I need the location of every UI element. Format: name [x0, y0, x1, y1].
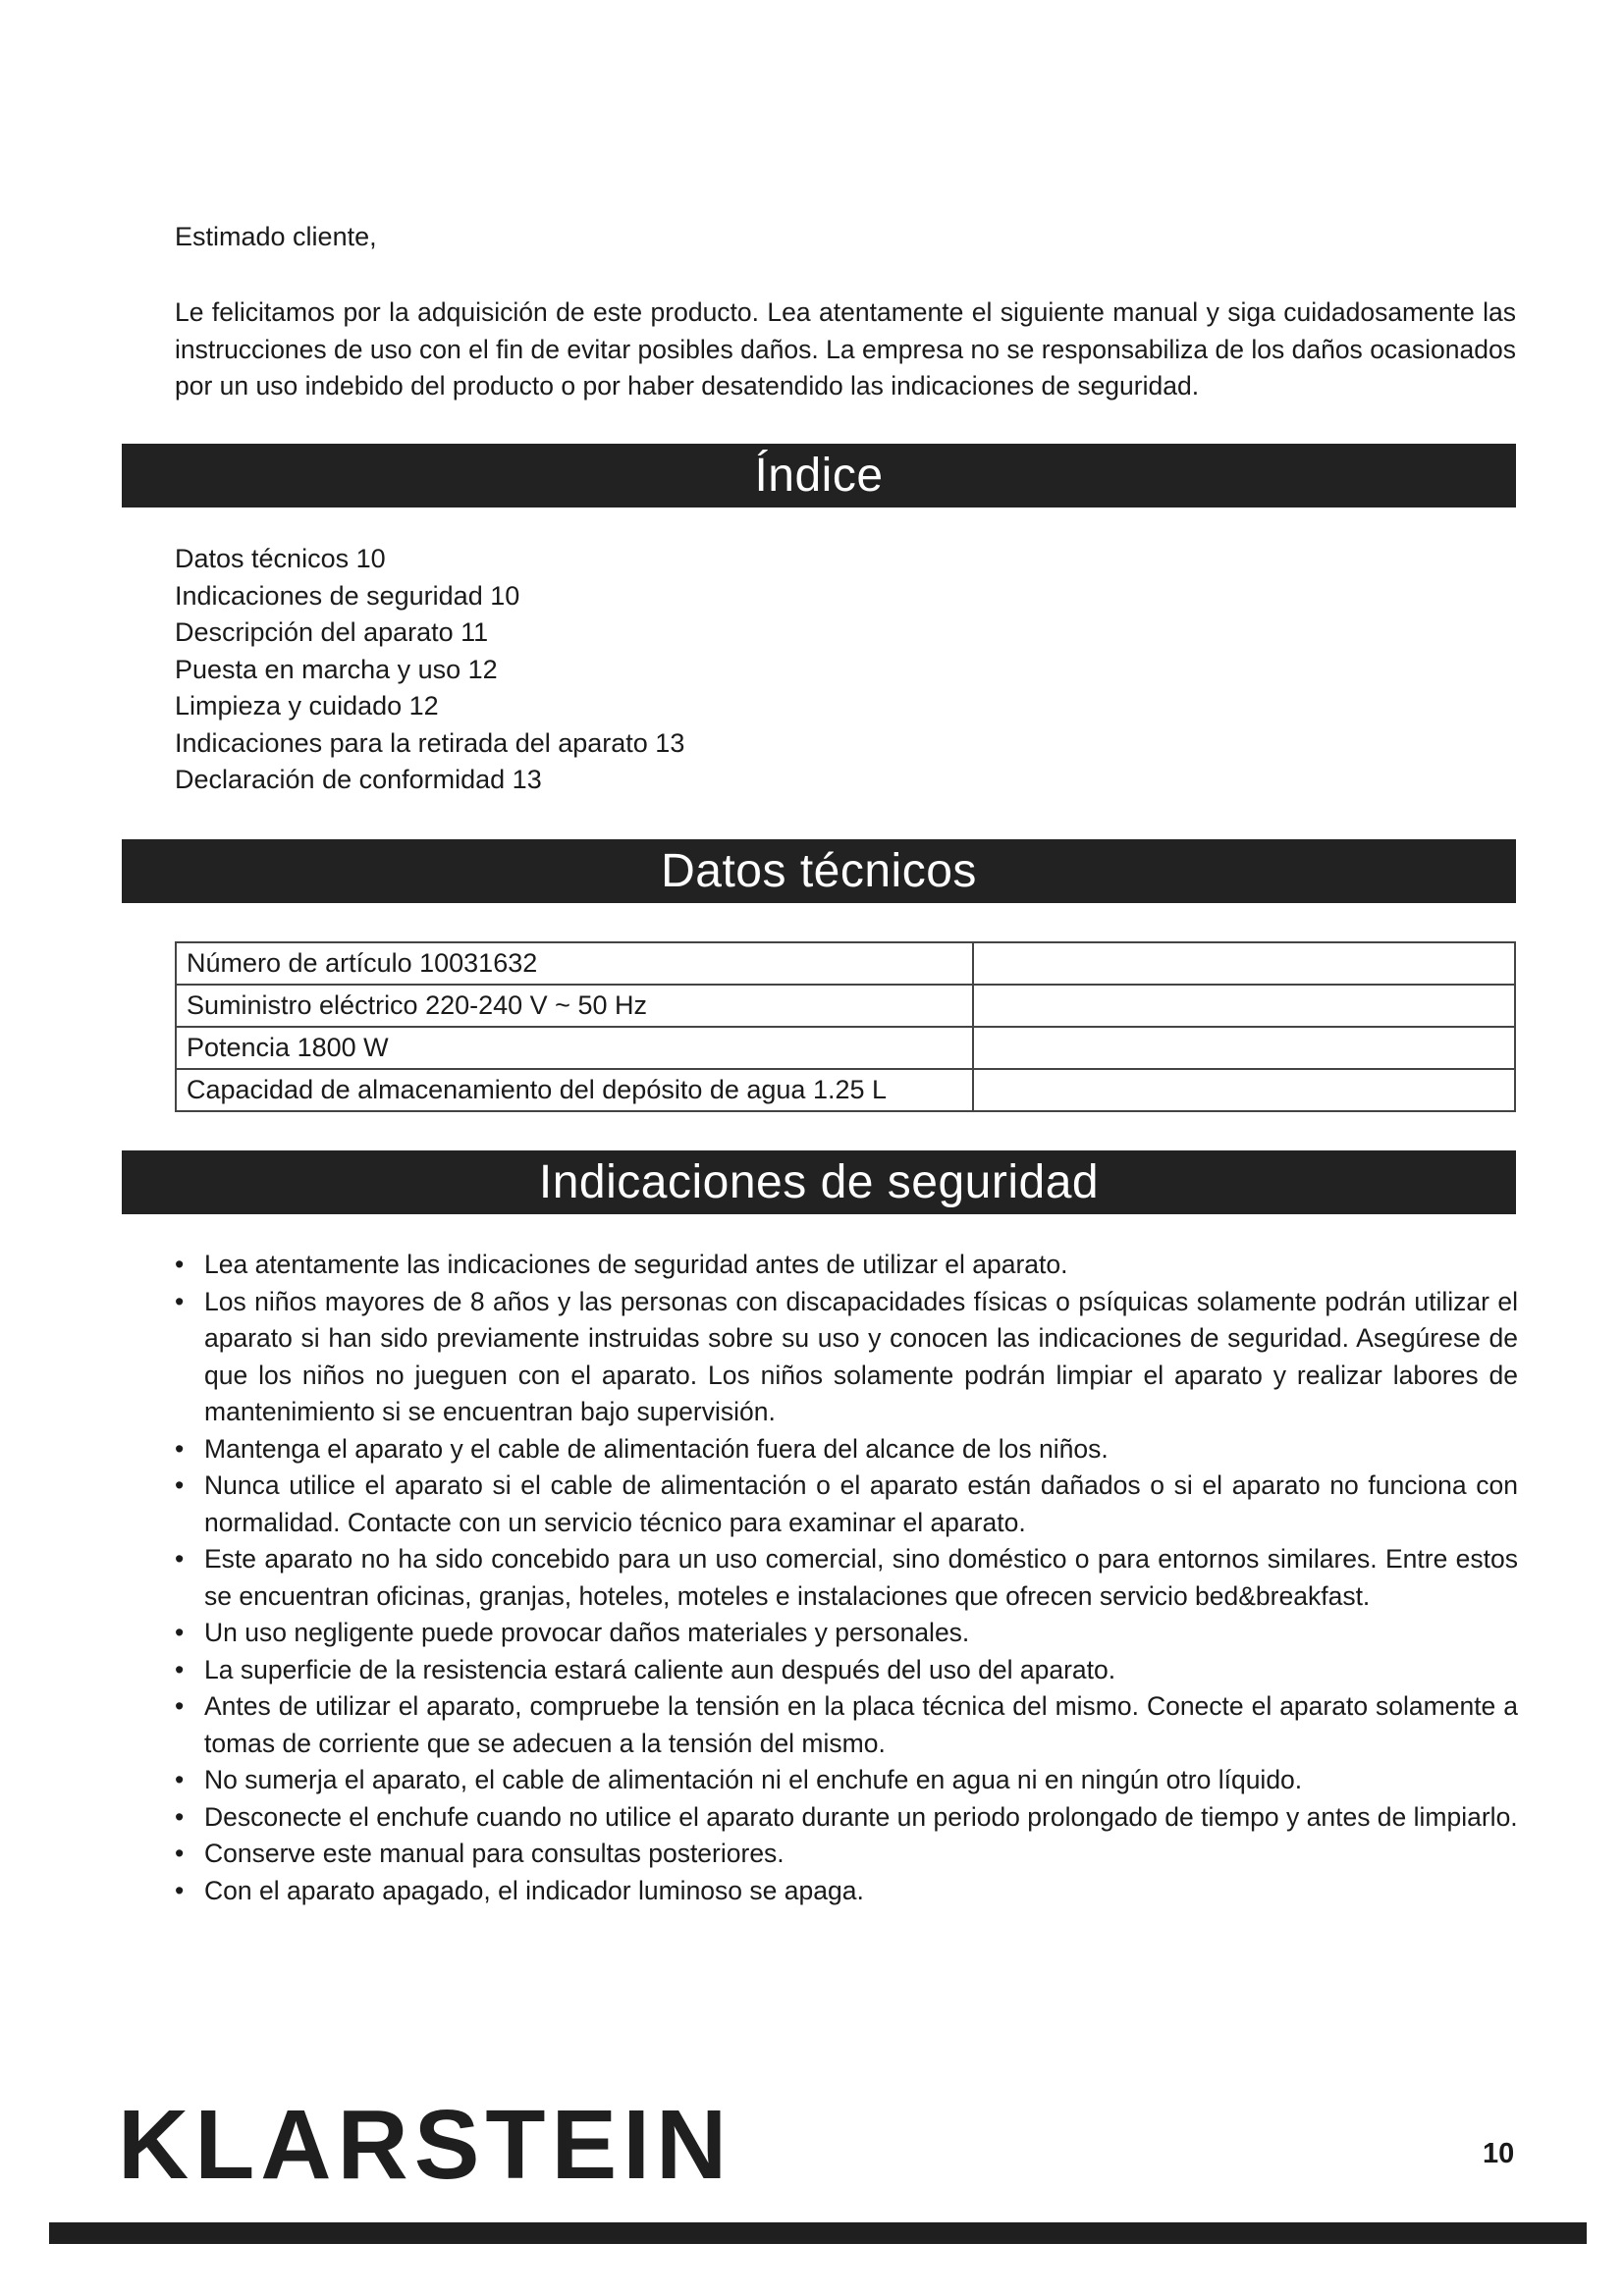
- list-item: • Los niños mayores de 8 años y las personas con discapacidades físicas o psíquicas solamente podrán utilizar el aparato si han sido previamente instruidas sobre su uso y conocen las indicaciones de seguridad. Asegúrese de que los niños no jueguen con el aparato. Los niños solamente podrán limpiar el aparato y realizar labores de mantenimiento si se encuentran bajo supervisión.: [175, 1284, 1518, 1431]
- table-row: [176, 985, 1515, 1027]
- spec-empty-cell: [973, 985, 1515, 1027]
- bullet-icon: •: [175, 1765, 185, 1794]
- list-item: • Conserve este manual para consultas posteriores.: [175, 1836, 1518, 1873]
- bullet-icon: •: [175, 1618, 185, 1647]
- section-header-seguridad: [122, 1150, 1516, 1214]
- toc-item: Descripción del aparato 11: [175, 617, 489, 647]
- bullet-icon: •: [175, 1433, 185, 1464]
- bullet-icon: •: [175, 1839, 185, 1868]
- table-row: [176, 942, 1515, 985]
- spec-cell: Capacidad de almacenamiento del depósito de agua 1.25 L: [176, 1069, 973, 1111]
- list-item: • Desconecte el enchufe cuando no utilice el aparato durante un periodo prolongado de tiempo y antes de limpiarlo.: [175, 1799, 1518, 1837]
- toc-item: Indicaciones para la retirada del aparato 13: [175, 727, 685, 758]
- bullet-icon: •: [175, 1470, 185, 1500]
- section-header-indice: [122, 444, 1516, 507]
- spec-empty-cell: [973, 942, 1515, 985]
- brand-logo: KLARSTEIN: [118, 2090, 733, 2200]
- list-item: • No sumerja el aparato, el cable de alimentación ni el enchufe en agua ni en ningún otro líquido.: [175, 1762, 1518, 1799]
- list-item: • Nunca utilice el aparato si el cable de alimentación o el aparato están dañados o si el aparato no funciona con normalidad. Contacte con un servicio técnico para examinar el aparato.: [175, 1468, 1518, 1541]
- spec-cell: Suministro eléctrico 220-240 V ~ 50 Hz: [176, 985, 973, 1027]
- intro-paragraph: Le felicitamos por la adquisición de este producto. Lea atentamente el siguiente manual y siga cuidadosamente las instrucciones de uso con el fin de evitar posibles daños. La empresa no se responsabiliza de los daños ocasionados por un uso indebido del producto o por haber desatendido las indicaciones de seguridad.: [175, 297, 1516, 400]
- bullet-icon: •: [175, 1286, 185, 1316]
- spec-empty-cell: [973, 1069, 1515, 1111]
- toc-item: Declaración de conformidad 13: [175, 765, 542, 794]
- toc-item: Indicaciones de seguridad 10: [175, 580, 520, 611]
- safety-list: [175, 1247, 1518, 1909]
- footer-bar: [49, 2222, 1587, 2244]
- page-number: 10: [1483, 2138, 1515, 2169]
- section-header-datos: [122, 839, 1516, 903]
- table-row: [176, 1069, 1515, 1111]
- list-item: • Mantenga el aparato y el cable de alimentación fuera del alcance de los niños.: [175, 1431, 1518, 1468]
- bullet-icon: •: [175, 1654, 185, 1684]
- list-item: • Este aparato no ha sido concebido para un uso comercial, sino doméstico o para entornos similares. Entre estos se encuentran oficinas, granjas, hoteles, moteles e instalaciones que ofrecen servicio bed&breakfast.: [175, 1541, 1518, 1615]
- spec-cell: Potencia 1800 W: [176, 1027, 973, 1069]
- bullet-icon: •: [175, 1544, 185, 1574]
- spec-table: [175, 941, 1516, 1112]
- section-title-seguridad: Indicaciones de seguridad: [538, 1156, 1100, 1208]
- list-item: • Con el aparato apagado, el indicador luminoso se apaga.: [175, 1873, 1518, 1910]
- list-item: • Lea atentamente las indicaciones de seguridad antes de utilizar el aparato.: [175, 1247, 1518, 1284]
- section-title-indice: Índice: [754, 450, 884, 502]
- list-item: • Un uso negligente puede provocar daños materiales y personales.: [175, 1615, 1518, 1652]
- toc-item: Datos técnicos 10: [175, 544, 386, 573]
- bullet-icon: •: [175, 1250, 185, 1279]
- toc-item: Limpieza y cuidado 12: [175, 691, 439, 721]
- bullet-icon: •: [175, 1691, 185, 1721]
- table-of-contents: [175, 541, 684, 799]
- bullet-icon: •: [175, 1875, 185, 1905]
- spec-cell: Número de artículo 10031632: [176, 942, 973, 985]
- table-row: [176, 1027, 1515, 1069]
- toc-item: Puesta en marcha y uso 12: [175, 654, 498, 684]
- spec-empty-cell: [973, 1027, 1515, 1069]
- greeting: Estimado cliente,: [175, 222, 377, 251]
- section-title-datos: Datos técnicos: [661, 845, 977, 897]
- list-item: • Antes de utilizar el aparato, compruebe la tensión en la placa técnica del mismo. Conecte el aparato solamente a tomas de corriente que se adecuen a la tensión del mismo.: [175, 1688, 1518, 1762]
- bullet-icon: •: [175, 1801, 185, 1832]
- list-item: • La superficie de la resistencia estará caliente aun después del uso del aparato.: [175, 1652, 1518, 1689]
